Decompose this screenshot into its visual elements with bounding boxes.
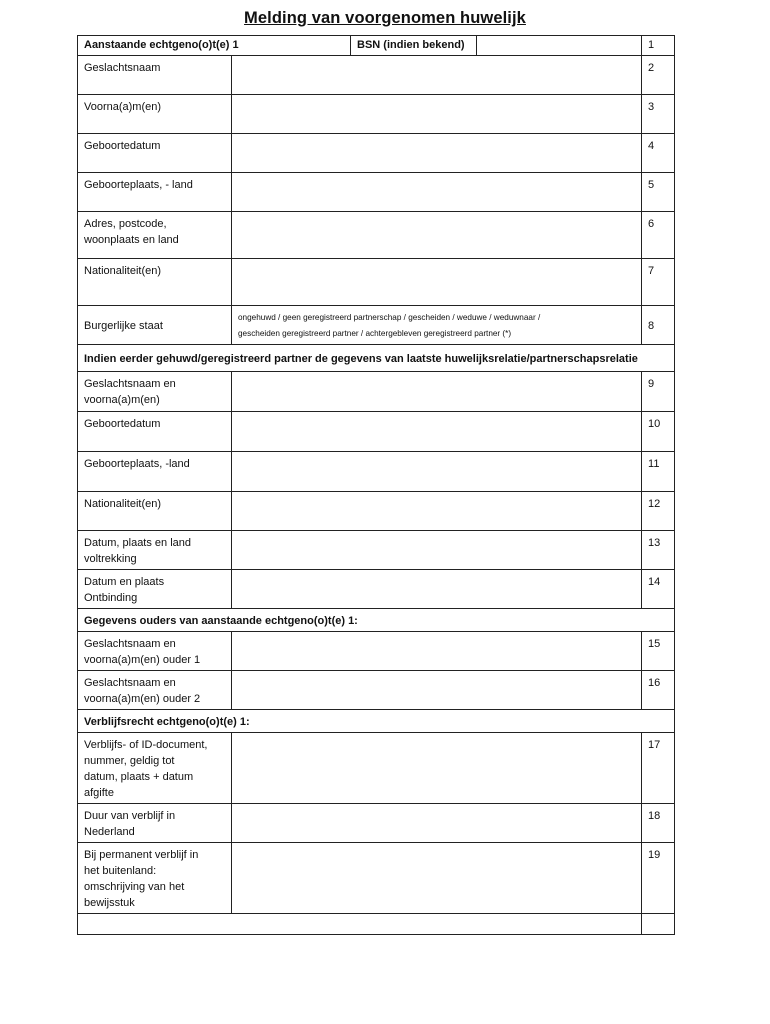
row-number: 6 bbox=[642, 212, 675, 259]
row-number: 5 bbox=[642, 173, 675, 212]
row-number: 14 bbox=[642, 570, 675, 609]
table-row bbox=[78, 56, 675, 95]
field-label: Nationaliteit(en) bbox=[78, 259, 232, 306]
parent-1-name-field[interactable] bbox=[232, 632, 642, 671]
field-label: Voorna(a)m(en) bbox=[78, 95, 232, 134]
row-number: 4 bbox=[642, 134, 675, 173]
bsn-label: BSN (indien bekend) bbox=[351, 36, 477, 56]
table-row bbox=[78, 212, 675, 259]
row-number: 13 bbox=[642, 531, 675, 570]
partner-1-header: Aanstaande echtgeno(o)t(e) 1 bbox=[78, 36, 351, 56]
table-row bbox=[78, 804, 675, 843]
table-row bbox=[78, 914, 675, 935]
previous-partner-birth-date-field[interactable] bbox=[232, 412, 642, 452]
row-number: 15 bbox=[642, 632, 675, 671]
section-parents: Gegevens ouders van aanstaande echtgeno(o)t(e) 1: bbox=[78, 609, 675, 632]
table-row bbox=[78, 372, 675, 412]
section-previous-marriage: Indien eerder gehuwd/geregistreerd partner de gegevens van laatste huwelijksrelatie/partnerschapsrelatie bbox=[78, 345, 675, 372]
table-row bbox=[78, 570, 675, 609]
birth-date-field[interactable] bbox=[232, 134, 642, 173]
table-row bbox=[78, 492, 675, 531]
field-label: Geboorteplaats, -land bbox=[78, 452, 232, 492]
table-row bbox=[78, 259, 675, 306]
row-number: 3 bbox=[642, 95, 675, 134]
table-row bbox=[78, 671, 675, 710]
field-label: Bij permanent verblijf in het buitenland: omschrijving van het bewijsstuk bbox=[78, 843, 232, 914]
row-number: 19 bbox=[642, 843, 675, 914]
birth-place-field[interactable] bbox=[232, 173, 642, 212]
nationality-field[interactable] bbox=[232, 259, 642, 306]
table-row bbox=[78, 412, 675, 452]
row-number: 9 bbox=[642, 372, 675, 412]
first-names-field[interactable] bbox=[232, 95, 642, 134]
residence-document-field[interactable] bbox=[232, 733, 642, 804]
civil-status-options[interactable]: ongehuwd / geen geregistreerd partnerschap / gescheiden / weduwe / weduwnaar / gescheiden geregistreerd partner / achtergebleven geregistreerd partner (*) bbox=[232, 306, 642, 345]
field-label: Burgerlijke staat bbox=[78, 306, 232, 345]
empty-row-field[interactable] bbox=[78, 914, 642, 935]
row-number: 16 bbox=[642, 671, 675, 710]
row-number: 8 bbox=[642, 306, 675, 345]
row-number: 7 bbox=[642, 259, 675, 306]
field-label: Geboortedatum bbox=[78, 412, 232, 452]
table-row bbox=[78, 95, 675, 134]
field-label: Verblijfs- of ID-document, nummer, geldig tot datum, plaats + datum afgifte bbox=[78, 733, 232, 804]
permanent-residence-proof-field[interactable] bbox=[232, 843, 642, 914]
dissolution-date-place-field[interactable] bbox=[232, 570, 642, 609]
empty-row-number bbox=[642, 914, 675, 935]
field-label: Geboorteplaats, - land bbox=[78, 173, 232, 212]
row-number: 12 bbox=[642, 492, 675, 531]
table-row bbox=[78, 843, 675, 914]
table-row bbox=[78, 733, 675, 804]
field-label: Datum en plaats Ontbinding bbox=[78, 570, 232, 609]
table-row bbox=[78, 134, 675, 173]
field-label: Geslachtsnaam en voorna(a)m(en) ouder 1 bbox=[78, 632, 232, 671]
field-label: Geslachtsnaam en voorna(a)m(en) ouder 2 bbox=[78, 671, 232, 710]
surname-field[interactable] bbox=[232, 56, 642, 95]
row-number: 17 bbox=[642, 733, 675, 804]
row-number: 1 bbox=[642, 36, 675, 56]
previous-partner-nationality-field[interactable] bbox=[232, 492, 642, 531]
marriage-date-place-field[interactable] bbox=[232, 531, 642, 570]
field-label: Datum, plaats en land voltrekking bbox=[78, 531, 232, 570]
table-row bbox=[78, 531, 675, 570]
field-label: Adres, postcode, woonplaats en land bbox=[78, 212, 232, 259]
table-row bbox=[78, 306, 675, 345]
field-label: Geboortedatum bbox=[78, 134, 232, 173]
field-label: Geslachtsnaam en voorna(a)m(en) bbox=[78, 372, 232, 412]
residence-duration-field[interactable] bbox=[232, 804, 642, 843]
field-label: Geslachtsnaam bbox=[78, 56, 232, 95]
parent-2-name-field[interactable] bbox=[232, 671, 642, 710]
row-number: 18 bbox=[642, 804, 675, 843]
bsn-input[interactable] bbox=[477, 36, 642, 56]
field-label: Duur van verblijf in Nederland bbox=[78, 804, 232, 843]
previous-partner-birth-place-field[interactable] bbox=[232, 452, 642, 492]
row-number: 11 bbox=[642, 452, 675, 492]
table-row bbox=[78, 452, 675, 492]
table-row bbox=[78, 173, 675, 212]
table-row bbox=[78, 632, 675, 671]
previous-partner-name-field[interactable] bbox=[232, 372, 642, 412]
section-residence: Verblijfsrecht echtgeno(o)t(e) 1: bbox=[78, 710, 675, 733]
row-number: 2 bbox=[642, 56, 675, 95]
form-title: Melding van voorgenomen huwelijk bbox=[244, 9, 526, 27]
address-field[interactable] bbox=[232, 212, 642, 259]
marriage-notice-form bbox=[77, 35, 675, 935]
field-label: Nationaliteit(en) bbox=[78, 492, 232, 531]
row-number: 10 bbox=[642, 412, 675, 452]
